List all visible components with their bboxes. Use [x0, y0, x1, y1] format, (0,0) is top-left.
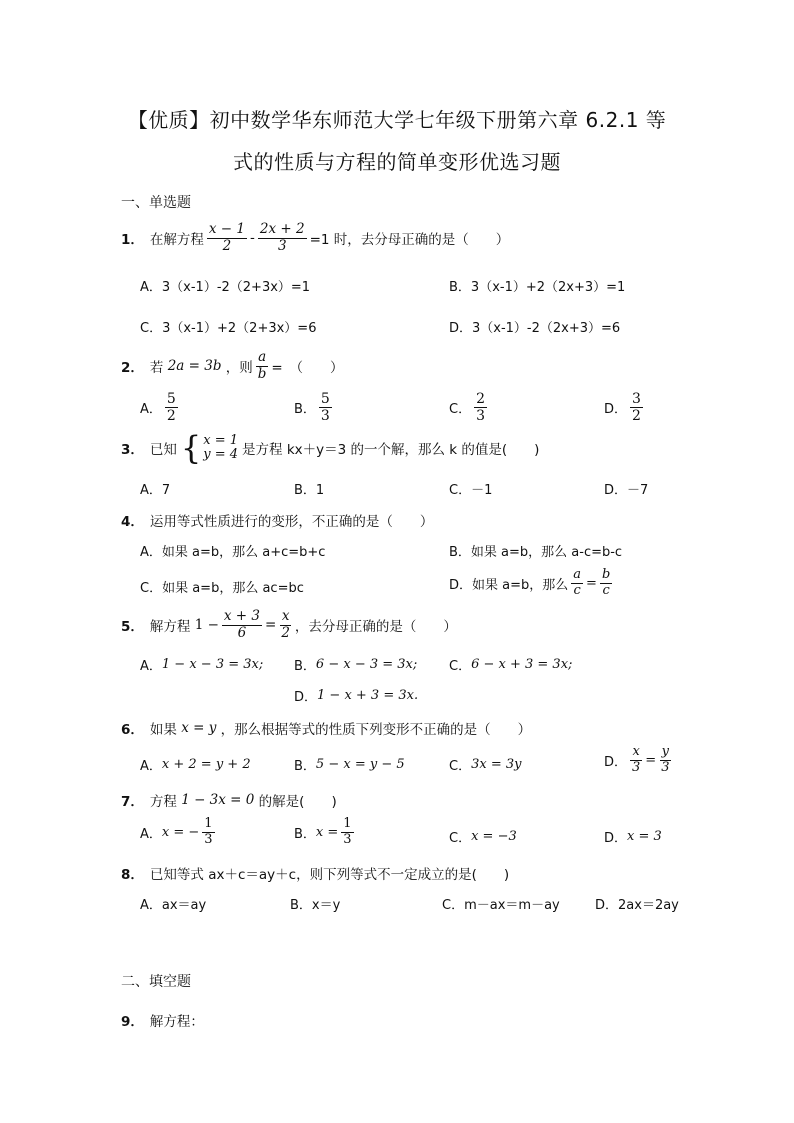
fraction — [341, 817, 353, 848]
option-b: B．如果 a=b，那么 a-c=b-c — [449, 545, 623, 560]
option-d — [294, 686, 418, 705]
question-3 — [121, 429, 540, 467]
option-c — [449, 755, 521, 774]
question-number: 4． — [121, 514, 144, 530]
question-number: 2． — [121, 360, 144, 377]
option-label: A． — [140, 659, 162, 674]
option-expression: 3x = 3y — [471, 757, 522, 772]
denominator: b — [257, 365, 267, 382]
numerator: x — [632, 744, 640, 759]
option-expression: x = — [315, 824, 339, 840]
option-a: A．7 — [140, 483, 171, 498]
question-number: 9． — [121, 1014, 144, 1030]
question-9 — [121, 1010, 204, 1030]
question-text: ，去分母正确的是（ ） — [294, 619, 457, 636]
question-text: ，那么根据等式的性质下列变形不正确的是（ ） — [220, 722, 532, 738]
fraction — [630, 391, 643, 424]
option-expression: x = − — [161, 824, 200, 840]
question-2 — [121, 350, 343, 382]
fraction — [571, 568, 583, 599]
operator: - — [250, 230, 255, 247]
question-4 — [121, 510, 433, 530]
option-label: A． — [140, 402, 162, 418]
question-text: ，则 — [225, 360, 253, 377]
option-expression: x = 3 — [627, 829, 662, 844]
question-text: 解方程 — [149, 619, 191, 636]
option-b: B．3（x-1）+2（2x+3）=1 — [449, 280, 626, 295]
fraction — [659, 745, 671, 776]
page-title-line-1: 【优质】初中数学华东师范大学七年级下册第六章 6.2.1 等 — [127, 108, 667, 132]
question-text: 在解方程 — [149, 232, 204, 249]
option-label: B． — [294, 759, 316, 774]
denominator: 2 — [222, 237, 232, 254]
numerator: x — [281, 608, 290, 624]
option-a — [140, 655, 263, 674]
numerator: 3 — [632, 391, 641, 407]
numerator: y — [661, 744, 670, 759]
numerator: 2x + 2 — [259, 221, 305, 237]
numerator: 5 — [166, 391, 176, 407]
fraction — [165, 391, 178, 424]
numerator: a — [258, 349, 267, 365]
option-d — [604, 745, 674, 776]
fraction — [474, 391, 487, 424]
question-text: = （ ） — [271, 360, 344, 377]
question-number: 7． — [121, 794, 144, 810]
operator: = — [645, 752, 657, 768]
question-text: =1 时，去分母正确的是（ ） — [309, 232, 510, 249]
question-text: 是方程 kx＋y＝3 的一个解，那么 k 的值是( ) — [242, 442, 540, 458]
option-label: C． — [449, 831, 472, 846]
option-a: A．3（x-1）-2（2+3x）=1 — [140, 280, 311, 295]
option-d: D．－7 — [604, 483, 649, 498]
fraction — [279, 609, 292, 641]
option-label: D． — [604, 402, 628, 418]
option-c — [449, 391, 490, 424]
denominator: c — [573, 582, 581, 598]
option-c: C．m－ax＝m－ay — [442, 898, 560, 913]
option-label: B． — [294, 659, 316, 674]
expression: 1 − — [194, 617, 219, 634]
question-text: 已知等式 ax＋c＝ay＋c，则下列等式不一定成立的是( ) — [149, 867, 510, 883]
question-text: 的解是( ) — [258, 794, 337, 810]
option-b — [294, 655, 417, 674]
numerator: b — [601, 567, 611, 582]
question-text: 运用等式性质进行的变形，不正确的是（ ） — [149, 514, 434, 530]
option-b — [294, 755, 405, 774]
equation-system — [180, 429, 239, 467]
fraction — [258, 222, 307, 254]
question-text: 解方程： — [149, 1014, 204, 1030]
numerator: a — [573, 567, 582, 582]
denominator: 2 — [281, 624, 290, 641]
fraction — [256, 350, 269, 382]
question-7 — [121, 790, 337, 810]
denominator: 3 — [476, 408, 485, 425]
option-d — [604, 391, 646, 424]
section-heading-single-choice: 一、单选题 — [121, 195, 191, 211]
denominator: 3 — [204, 831, 213, 847]
question-1 — [121, 222, 509, 254]
denominator: 3 — [277, 237, 287, 254]
option-c: C．3（x-1）+2（2+3x）=6 — [140, 321, 317, 336]
option-label: D． — [294, 690, 318, 705]
equation: x = y — [181, 720, 217, 736]
denominator: 2 — [632, 408, 641, 425]
option-label: A． — [140, 759, 162, 774]
question-6 — [121, 718, 531, 738]
brace-symbol: { — [180, 429, 202, 467]
fraction — [630, 745, 642, 776]
fraction — [207, 222, 247, 254]
numerator: 2 — [476, 391, 485, 407]
question-text: 方程 — [149, 794, 177, 810]
option-expression: 6 − x + 3 = 3x; — [471, 657, 573, 672]
question-number: 5． — [121, 619, 144, 636]
operator: = — [586, 575, 597, 591]
option-expression: x = −3 — [471, 829, 517, 844]
option-label: A． — [140, 826, 162, 842]
numerator: 5 — [320, 391, 330, 407]
question-number: 3． — [121, 442, 144, 458]
option-d — [449, 568, 615, 599]
section-heading-fill-in: 二、填空题 — [121, 974, 191, 990]
option-d: D．3（x-1）-2（2x+3）=6 — [449, 321, 621, 336]
denominator: 3 — [320, 408, 330, 425]
option-b — [294, 391, 335, 424]
denominator: 3 — [632, 759, 641, 775]
option-label: C． — [449, 759, 472, 774]
system-row: x = 1 — [203, 433, 239, 449]
question-number: 8． — [121, 867, 144, 883]
option-b — [294, 817, 357, 848]
option-label: C． — [449, 402, 472, 418]
option-label: D．如果 a=b，那么 — [449, 577, 569, 593]
option-a: A．如果 a=b，那么 a+c=b+c — [140, 545, 326, 560]
numerator: x − 1 — [208, 221, 246, 237]
option-a — [140, 817, 218, 848]
denominator: 3 — [661, 759, 670, 775]
option-b: B．1 — [294, 483, 325, 498]
denominator: c — [602, 582, 610, 598]
equation: 2a = 3b — [167, 358, 222, 375]
denominator: 3 — [343, 831, 352, 847]
numerator: x + 3 — [223, 608, 261, 624]
question-text: 如果 — [149, 722, 177, 738]
option-a — [140, 391, 181, 424]
option-expression: 6 − x − 3 = 3x; — [315, 657, 418, 672]
question-8 — [121, 863, 509, 883]
option-c — [449, 827, 517, 846]
option-a: A．ax＝ay — [140, 898, 207, 913]
option-label: D． — [604, 831, 628, 846]
denominator: 2 — [166, 408, 176, 425]
option-label: B． — [294, 402, 316, 418]
question-number: 6． — [121, 722, 144, 738]
option-d: D．2ax＝2ay — [595, 898, 679, 913]
question-5 — [121, 609, 457, 641]
option-expression: 5 − x = y − 5 — [315, 757, 405, 772]
fraction — [319, 391, 332, 424]
option-label: C． — [449, 659, 472, 674]
denominator: 6 — [237, 624, 247, 641]
option-c — [449, 655, 572, 674]
option-label: B． — [294, 826, 316, 842]
equation: 1 − 3x = 0 — [181, 792, 255, 808]
option-c: C．如果 a=b，那么 ac=bc — [140, 581, 304, 596]
option-expression: x + 2 = y + 2 — [161, 757, 251, 772]
option-expression: 1 − x + 3 = 3x. — [317, 688, 419, 703]
option-a — [140, 755, 251, 774]
option-c: C．－1 — [449, 483, 493, 498]
option-b: B．x＝y — [290, 898, 341, 913]
option-label: D． — [604, 754, 628, 770]
fraction — [600, 568, 612, 599]
question-text: 若 — [149, 360, 164, 377]
page-title-line-2: 式的性质与方程的简单变形优选习题 — [233, 150, 561, 174]
operator: = — [265, 617, 277, 634]
fraction — [222, 609, 262, 641]
question-text: 已知 — [149, 442, 177, 458]
fraction — [202, 817, 214, 848]
numerator: 1 — [343, 816, 352, 831]
numerator: 1 — [204, 816, 213, 831]
option-expression: 1 − x − 3 = 3x; — [161, 657, 264, 672]
option-d — [604, 827, 662, 846]
question-number: 1． — [121, 232, 144, 249]
system-row: y = 4 — [203, 447, 239, 462]
